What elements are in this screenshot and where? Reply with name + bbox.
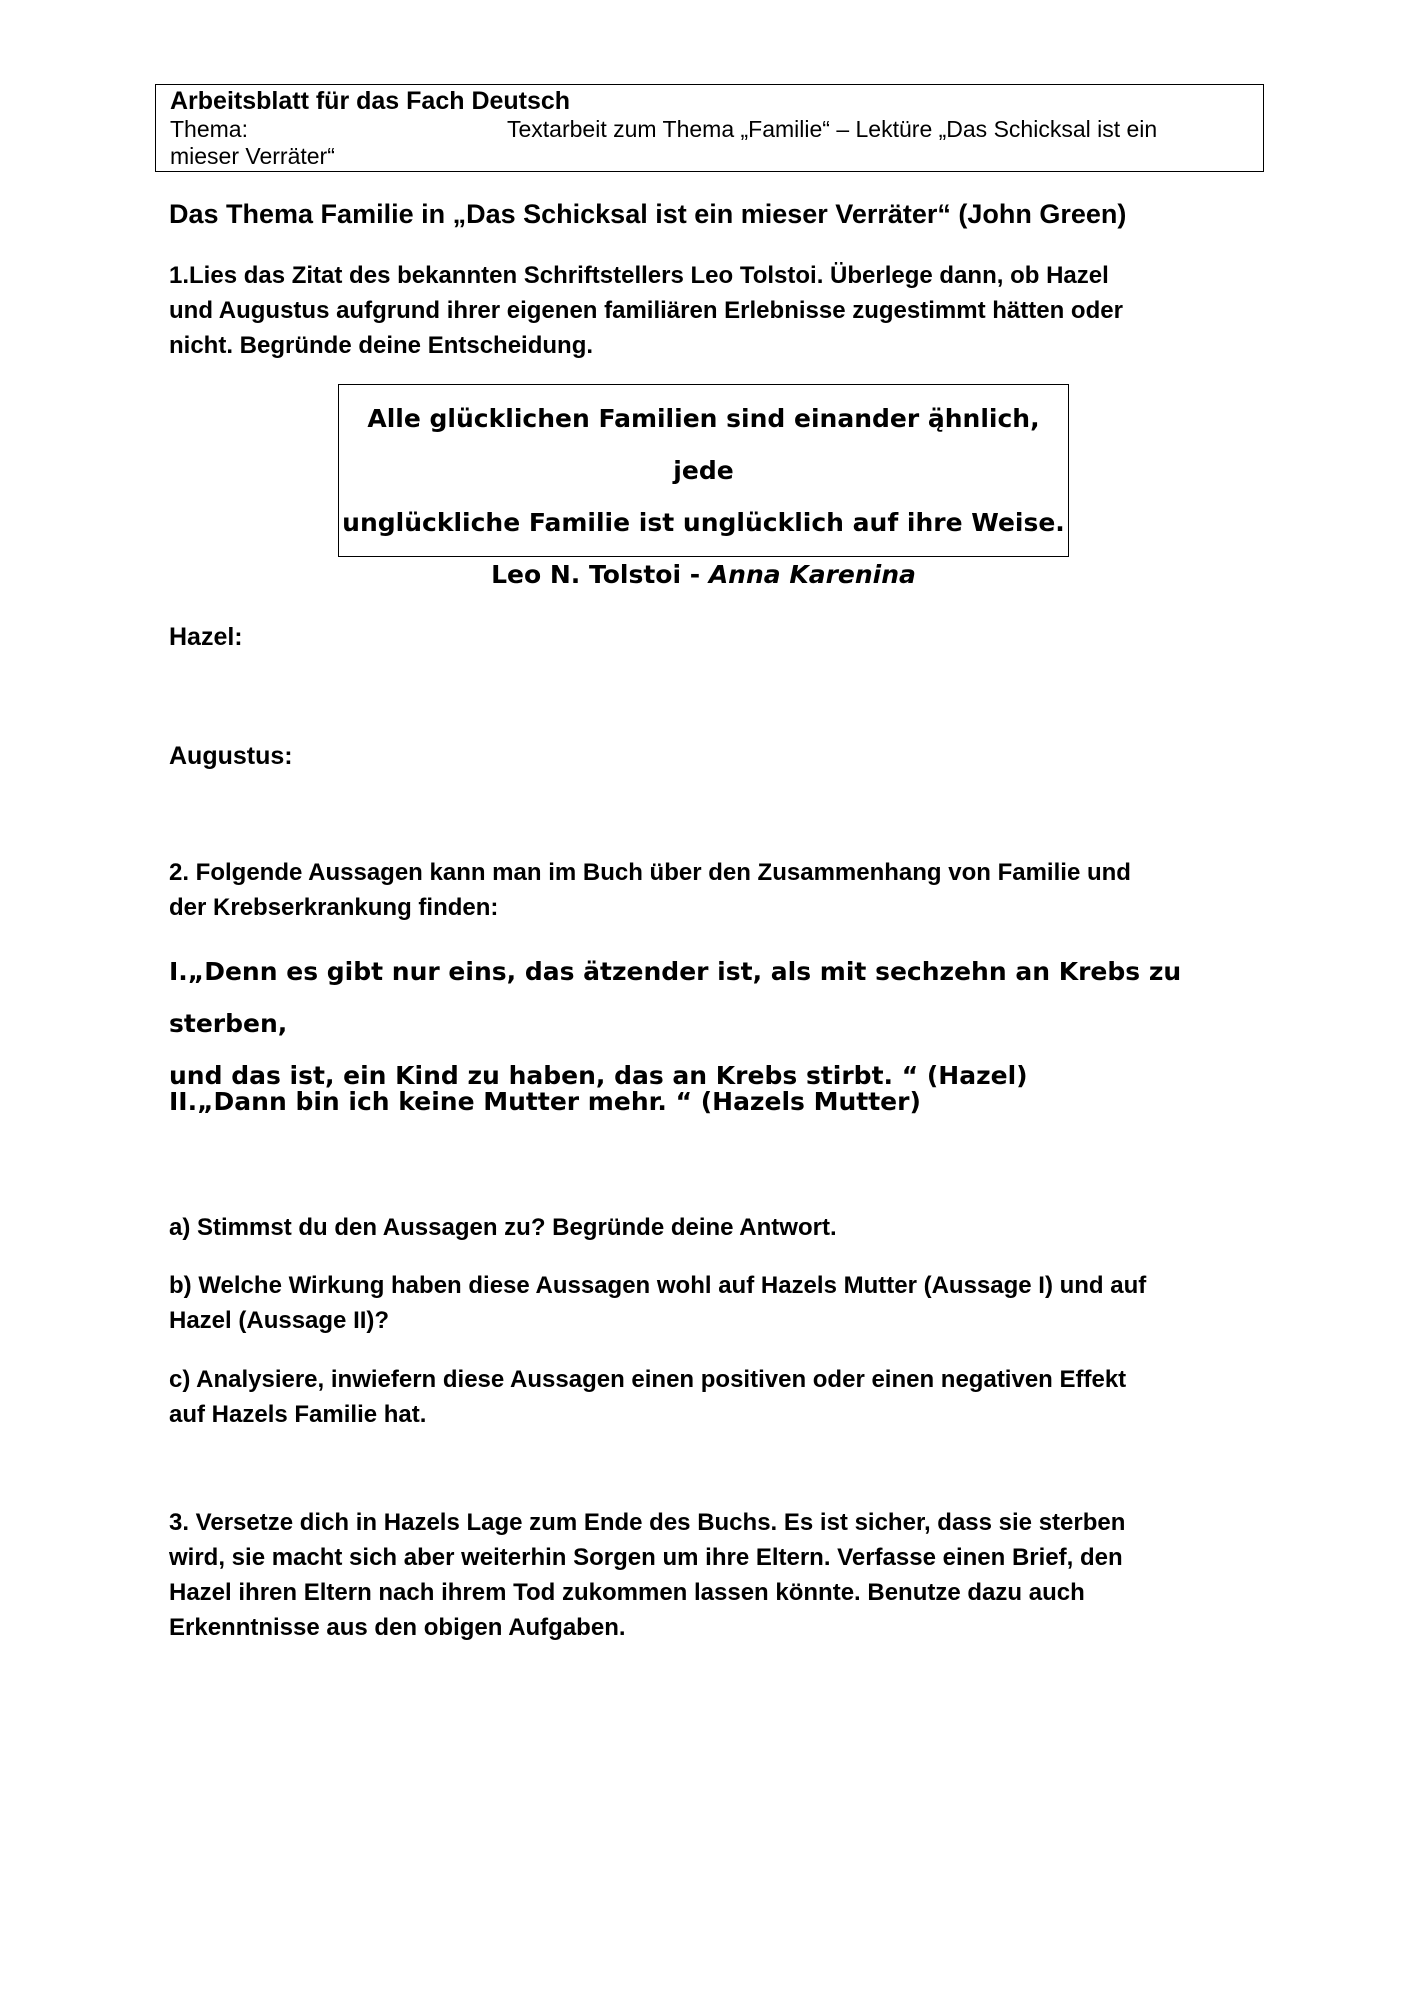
task-3-line: Erkenntnisse aus den obigen Aufgaben. [169,1614,626,1641]
quote-work: Anna Karenina [708,560,916,589]
task-2-line: 2. Folgende Aussagen kann man im Buch über den Zusammenhang von Familie und [169,859,1131,886]
task-1-line: nicht. Begründe deine Entscheidung. [169,332,594,359]
quote-author: Leo N. Tolstoi - [491,560,709,589]
task-3 [169,1505,1249,1645]
augustus-label: Augustus: [169,742,293,770]
task-1-line: 1.Lies das Zitat des bekannten Schriftstellers Leo Tolstoi. Überlege dann, ob Hazel [169,262,1109,289]
thema-value: Textarbeit zum Thema „Familie“ – Lektüre „Das Schicksal ist ein [507,116,1158,142]
subtask-a: a) Stimmst du den Aussagen zu? Begründe deine Antwort. [169,1214,837,1241]
task-3-line: Hazel ihren Eltern nach ihrem Tod zukommen lassen könnte. Benutze dazu auch [169,1579,1085,1606]
thema-value-continuation: mieser Verräter“ [170,143,335,169]
task-2-line: der Krebserkrankung finden: [169,894,499,921]
task-1 [169,258,1249,363]
header-thema-row [170,116,1249,143]
subtask-b-line: b) Welche Wirkung haben diese Aussagen wohl auf Hazels Mutter (Aussage I) und auf [169,1272,1147,1299]
statement-2: II.„Dann bin ich keine Mutter mehr. “ (Hazels Mutter) [169,1087,921,1116]
subtask-c-line: auf Hazels Familie hat. [169,1401,427,1428]
hazel-label: Hazel: [169,623,243,651]
task-3-line: 3. Versetze dich in Hazels Lage zum Ende des Buchs. Es ist sicher, dass sie sterben [169,1509,1126,1536]
thema-label: Thema: [170,116,248,142]
task-2 [169,855,1249,925]
quote-line: Alle glücklichen Familien sind einander ą̈hnlich, jede [367,404,1040,485]
statement-1-line: und das ist, ein Kind zu haben, das an Krebs stirbt. “ (Hazel) [169,1061,1028,1090]
header-title: Arbeitsblatt für das Fach Deutsch [170,87,571,115]
subtask-c [169,1362,1259,1432]
header-box [155,84,1264,172]
document-title: Das Thema Familie in „Das Schicksal ist ein mieser Verräter“ (John Green) [169,199,1127,229]
subtask-b-line: Hazel (Aussage II)? [169,1307,390,1334]
quote-line: unglückliche Familie ist unglücklich auf ihre Weise. [342,508,1065,537]
subtask-b [169,1268,1259,1338]
subtask-c-line: c) Analysiere, inwiefern diese Aussagen einen positiven oder einen negativen Effekt [169,1366,1127,1393]
quote-box [338,384,1069,589]
task-3-line: wird, sie macht sich aber weiterhin Sorgen um ihre Eltern. Verfasse einen Brief, den [169,1544,1123,1571]
statement-1-line: I.„Denn es gibt nur eins, das ätzender ist, als mit sechzehn an Krebs zu sterben, [169,957,1182,1038]
quote-attribution [339,549,1068,601]
task-1-line: und Augustus aufgrund ihrer eigenen familiären Erlebnisse zugestimmt hätten oder [169,297,1123,324]
